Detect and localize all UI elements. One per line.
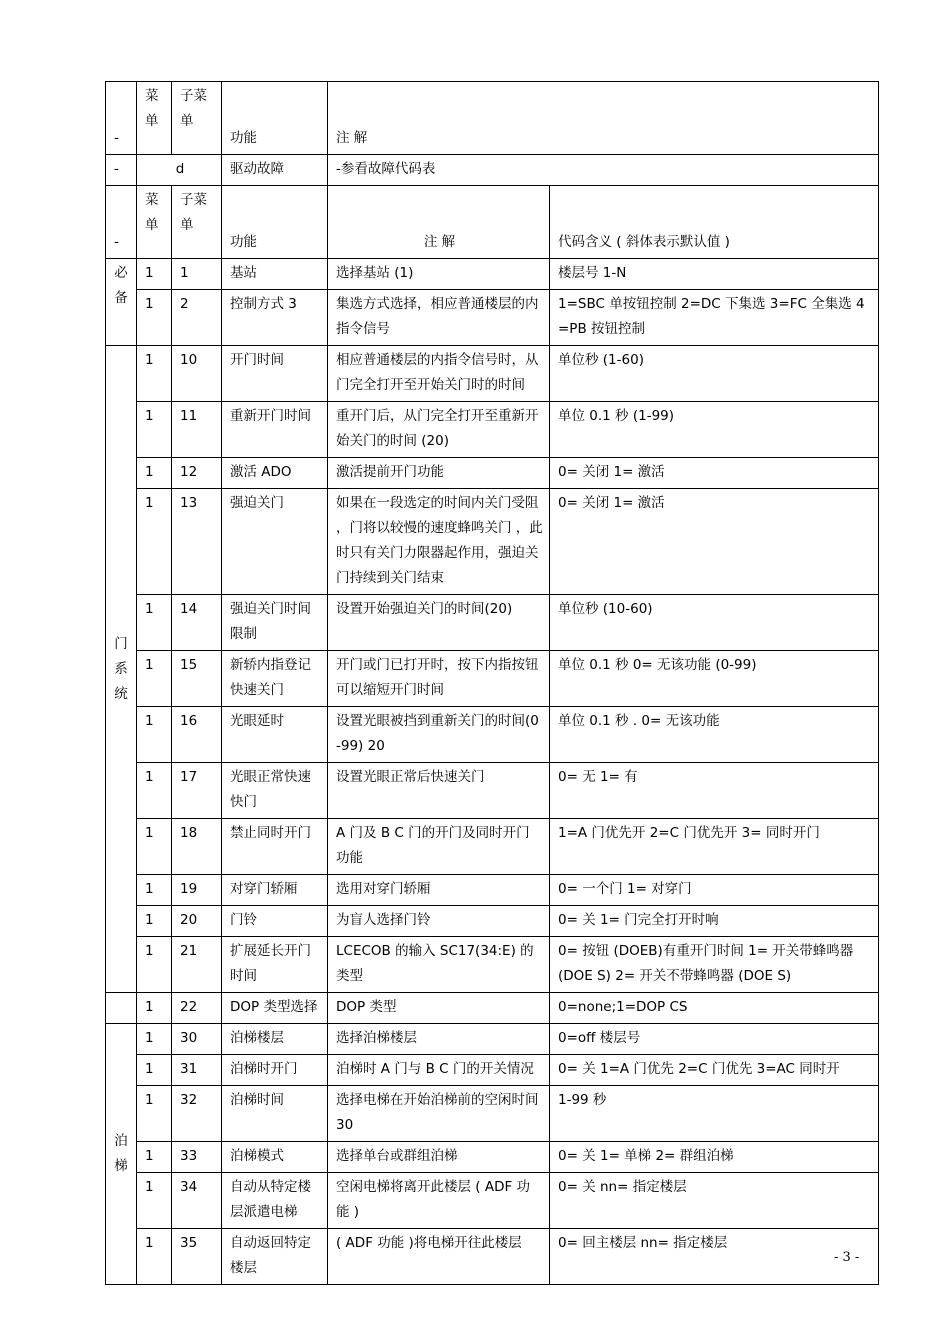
note-cell: ( ADF 功能 )将电梯开往此楼层 [328, 1229, 550, 1285]
table-row [106, 1024, 879, 1055]
menu-cell: 1 [137, 458, 172, 489]
section-door: 门系统 [106, 346, 137, 993]
note-cell: 激活提前开门功能 [328, 458, 550, 489]
function-cell: 强迫关门 [222, 489, 328, 595]
code-cell: 1=SBC 单按钮控制 2=DC 下集选 3=FC 全集选 4=PB 按钮控制 [550, 290, 879, 346]
header2-dash: - [106, 186, 137, 259]
code-cell: 0= 按钮 (DOEB)有重开门时间 1= 开关带蜂鸣器 (DOE S) 2= 开关不带蜂鸣器 (DOE S) [550, 937, 879, 993]
note-cell: 选择单台或群组泊梯 [328, 1142, 550, 1173]
menu-cell: 1 [137, 875, 172, 906]
table-row [106, 707, 879, 763]
function-cell: 泊梯楼层 [222, 1024, 328, 1055]
header1-submenu: 子菜单 [172, 82, 222, 155]
submenu-cell: 19 [172, 875, 222, 906]
code-cell: 单位 0.1 秒 (1-99) [550, 402, 879, 458]
function-cell: 新轿内指登记快速关门 [222, 651, 328, 707]
menu-cell: 1 [137, 1173, 172, 1229]
submenu-cell: 15 [172, 651, 222, 707]
code-cell: 单位 0.1 秒 . 0= 无该功能 [550, 707, 879, 763]
table-row [106, 1055, 879, 1086]
table-row [106, 290, 879, 346]
code-cell: 0=none;1=DOP CS [550, 993, 879, 1024]
menu-cell: 1 [137, 1229, 172, 1285]
drive-dash: - [106, 155, 137, 186]
function-cell: 强迫关门时间限制 [222, 595, 328, 651]
header2-menu: 菜单 [137, 186, 172, 259]
submenu-cell: 30 [172, 1024, 222, 1055]
header-row-2 [106, 186, 879, 259]
note-cell: 选用对穿门轿厢 [328, 875, 550, 906]
code-cell: 0= 回主楼层 nn= 指定楼层 [550, 1229, 879, 1285]
table-row [106, 595, 879, 651]
code-cell: 0= 一个门 1= 对穿门 [550, 875, 879, 906]
note-cell: 如果在一段选定的时间内关门受阻 ，门将以较慢的速度蜂鸣关门 ，此时只有关门力限器起作用，强迫关门持续到关门结束 [328, 489, 550, 595]
menu-cell: 1 [137, 651, 172, 707]
header1-menu: 菜单 [137, 82, 172, 155]
note-cell: 设置光眼被挡到重新关门的时间(0-99) 20 [328, 707, 550, 763]
header1-dash: - [106, 82, 137, 155]
submenu-cell: 10 [172, 346, 222, 402]
header2-note: 注 解 [328, 186, 550, 259]
code-cell: 1-99 秒 [550, 1086, 879, 1142]
menu-cell: 1 [137, 346, 172, 402]
table-row [106, 651, 879, 707]
section-required: 必备 [106, 259, 137, 346]
submenu-cell: 32 [172, 1086, 222, 1142]
code-cell: 0=off 楼层号 [550, 1024, 879, 1055]
submenu-cell: 1 [172, 259, 222, 290]
table-row [106, 346, 879, 402]
table-row [106, 259, 879, 290]
table-row [106, 763, 879, 819]
function-cell: 光眼正常快速快门 [222, 763, 328, 819]
table-row [106, 1229, 879, 1285]
section-parking: 泊梯 [106, 1024, 137, 1285]
code-cell: 0= 无 1= 有 [550, 763, 879, 819]
code-cell: 0= 关 1= 门完全打开时响 [550, 906, 879, 937]
note-cell: 为盲人选择门铃 [328, 906, 550, 937]
submenu-cell: 35 [172, 1229, 222, 1285]
menu-cell: 1 [137, 819, 172, 875]
code-cell: 1=A 门优先开 2=C 门优先开 3= 同时开门 [550, 819, 879, 875]
submenu-cell: 11 [172, 402, 222, 458]
code-cell: 0= 关闭 1= 激活 [550, 458, 879, 489]
note-cell: 泊梯时 A 门与 B C 门的开关情况 [328, 1055, 550, 1086]
submenu-cell: 14 [172, 595, 222, 651]
menu-cell: 1 [137, 489, 172, 595]
submenu-cell: 16 [172, 707, 222, 763]
submenu-cell: 34 [172, 1173, 222, 1229]
table-row [106, 458, 879, 489]
function-cell: 自动从特定楼层派遣电梯 [222, 1173, 328, 1229]
menu-cell: 1 [137, 937, 172, 993]
table-row [106, 489, 879, 595]
submenu-cell: 18 [172, 819, 222, 875]
drive-function: 驱动故障 [222, 155, 328, 186]
function-cell: 泊梯时开门 [222, 1055, 328, 1086]
code-cell: 单位秒 (10-60) [550, 595, 879, 651]
note-cell: 重开门后，从门完全打开至重新开始关门的时间 (20) [328, 402, 550, 458]
submenu-cell: 13 [172, 489, 222, 595]
code-cell: 0= 关 1= 单梯 2= 群组泊梯 [550, 1142, 879, 1173]
note-cell: 设置开始强迫关门的时间(20) [328, 595, 550, 651]
function-cell: 激活 ADO [222, 458, 328, 489]
header1-function: 功能 [222, 82, 328, 155]
menu-cell: 1 [137, 1055, 172, 1086]
header2-submenu: 子菜单 [172, 186, 222, 259]
submenu-cell: 21 [172, 937, 222, 993]
note-cell: 开门或门已打开时，按下内指按钮可以缩短开门时间 [328, 651, 550, 707]
menu-cell: 1 [137, 993, 172, 1024]
function-cell: 泊梯模式 [222, 1142, 328, 1173]
header2-function: 功能 [222, 186, 328, 259]
code-cell: 0= 关闭 1= 激活 [550, 489, 879, 595]
submenu-cell: 17 [172, 763, 222, 819]
function-cell: 扩展延长开门时间 [222, 937, 328, 993]
note-cell: 选择基站 (1) [328, 259, 550, 290]
table-row [106, 1142, 879, 1173]
header-row-1 [106, 82, 879, 155]
menu-cell: 1 [137, 259, 172, 290]
function-cell: 禁止同时开门 [222, 819, 328, 875]
note-cell: 设置光眼正常后快速关门 [328, 763, 550, 819]
table-row [106, 819, 879, 875]
drive-note: -参看故障代码表 [328, 155, 879, 186]
code-cell: 0= 关 nn= 指定楼层 [550, 1173, 879, 1229]
table-row [106, 906, 879, 937]
note-cell: DOP 类型 [328, 993, 550, 1024]
note-cell: 集选方式选择，相应普通楼层的内指令信号 [328, 290, 550, 346]
function-cell: 门铃 [222, 906, 328, 937]
menu-cell: 1 [137, 402, 172, 458]
code-cell: 0= 关 1=A 门优先 2=C 门优先 3=AC 同时开 [550, 1055, 879, 1086]
menu-cell: 1 [137, 595, 172, 651]
submenu-cell: 33 [172, 1142, 222, 1173]
note-cell: A 门及 B C 门的开门及同时开门功能 [328, 819, 550, 875]
function-cell: 自动返回特定楼层 [222, 1229, 328, 1285]
note-cell: 选择电梯在开始泊梯前的空闲时间 30 [328, 1086, 550, 1142]
code-cell: 单位 0.1 秒 0= 无该功能 (0-99) [550, 651, 879, 707]
menu-cell: 1 [137, 1086, 172, 1142]
menu-cell: 1 [137, 1142, 172, 1173]
table-row [106, 402, 879, 458]
function-cell: 基站 [222, 259, 328, 290]
menu-cell: 1 [137, 1024, 172, 1055]
submenu-cell: 12 [172, 458, 222, 489]
header1-note: 注 解 [328, 82, 879, 155]
function-cell: 对穿门轿厢 [222, 875, 328, 906]
section-blank [106, 993, 137, 1024]
function-cell: 泊梯时间 [222, 1086, 328, 1142]
menu-cell: 1 [137, 763, 172, 819]
header2-code-meaning: 代码含义 ( 斜体表示默认值 ) [550, 186, 879, 259]
note-cell: 选择泊梯楼层 [328, 1024, 550, 1055]
parameter-table [105, 81, 879, 1285]
submenu-cell: 2 [172, 290, 222, 346]
menu-cell: 1 [137, 290, 172, 346]
note-cell: LCECOB 的输入 SC17(34:E) 的类型 [328, 937, 550, 993]
note-cell: 空闲电梯将离开此楼层 ( ADF 功能 ) [328, 1173, 550, 1229]
drive-menu: d [137, 155, 222, 186]
drive-fault-row [106, 155, 879, 186]
table-row [106, 1086, 879, 1142]
table-row [106, 875, 879, 906]
code-cell: 单位秒 (1-60) [550, 346, 879, 402]
function-cell: 开门时间 [222, 346, 328, 402]
code-cell: 楼层号 1-N [550, 259, 879, 290]
function-cell: DOP 类型选择 [222, 993, 328, 1024]
function-cell: 重新开门时间 [222, 402, 328, 458]
note-cell: 相应普通楼层的内指令信号时，从门完全打开至开始关门时的时间 [328, 346, 550, 402]
submenu-cell: 20 [172, 906, 222, 937]
table-row [106, 1173, 879, 1229]
submenu-cell: 22 [172, 993, 222, 1024]
page-number: - 3 - [834, 1250, 860, 1265]
menu-cell: 1 [137, 906, 172, 937]
menu-cell: 1 [137, 707, 172, 763]
function-cell: 控制方式 3 [222, 290, 328, 346]
table-row [106, 993, 879, 1024]
function-cell: 光眼延时 [222, 707, 328, 763]
table-row [106, 937, 879, 993]
submenu-cell: 31 [172, 1055, 222, 1086]
